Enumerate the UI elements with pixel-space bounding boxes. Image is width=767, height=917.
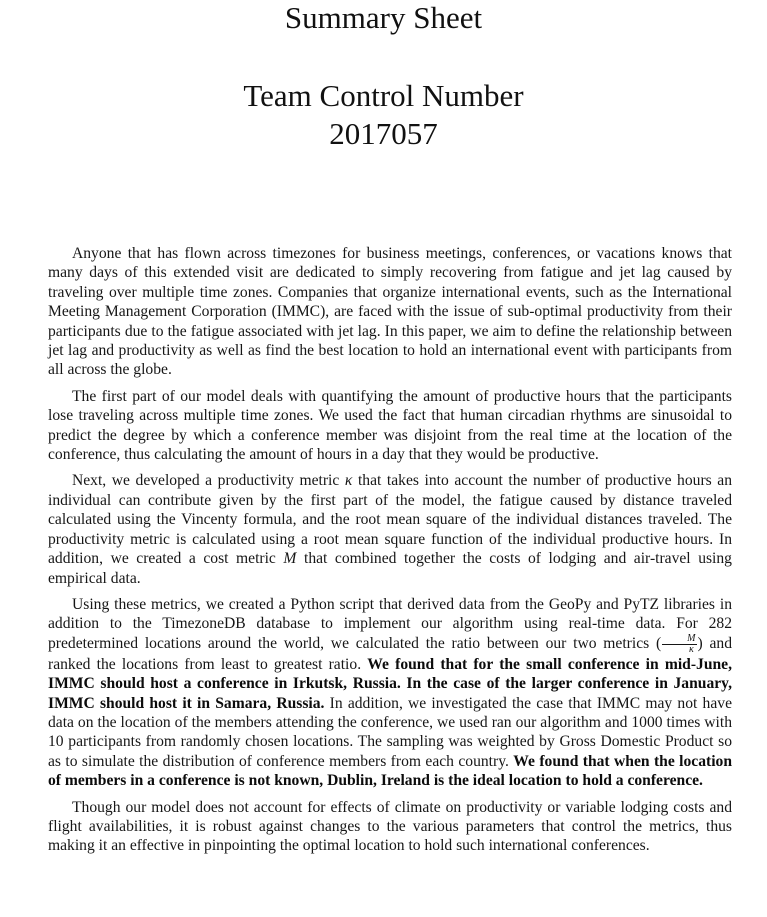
- ratio-close-paren: ): [697, 634, 703, 652]
- text-run: Using these metrics, we created a Python script that derived data from the GeoPy and PyTZ libraries in addition to the TimezoneDB database to implement our algorithm using real-time data. For 282 predetermined locations around the world, we calculated the ratio between our two metrics: [48, 595, 732, 652]
- ratio-open-paren: (: [655, 634, 662, 652]
- team-control-number: 2017057: [329, 116, 438, 151]
- fraction-denominator: κ: [688, 643, 694, 655]
- paragraph-model-part-one: The first part of our model deals with quantifying the amount of productive hours that the participants lose traveling across multiple time zones. We used the fact that human circadian rhythms are sinusoidal to predict the degree by which a conference member was disjoint from the real time at the location of the conference, thus calculating the amount of hours in a day that they would be productive.: [48, 387, 732, 464]
- cost-metric-symbol: M: [283, 550, 297, 568]
- text-run: Next, we developed a productivity metric: [72, 472, 345, 490]
- summary-body: [48, 244, 732, 863]
- fraction-numerator: M: [662, 634, 696, 645]
- kappa-symbol: κ: [344, 472, 353, 490]
- key-finding-dublin: We found that when the location of members in a conference is not known, Dublin, Ireland is the ideal location to hold a conference.: [48, 752, 732, 790]
- text-run: In addition, we investigated the case that IMMC may not have data on the location of the members attending the conference, we used ran our algorithm and 1000 times with 10 participants from randomly chosen locations. The sampling was weighted by Gross Domestic Product so as to simulate the distribution of conference members from each country.: [48, 694, 732, 770]
- summary-sheet-title: Summary Sheet: [284, 0, 483, 35]
- paragraph-productivity-metric: [48, 471, 732, 587]
- text-run: that combined together the costs of lodging and air-travel using empirical data.: [48, 550, 732, 587]
- paragraph-introduction: Anyone that has flown across timezones for business meetings, conferences, or vacations knows that many days of this extended visit are dedicated to simply recovering from fatigue and jet lag caused by traveling over multiple time zones. Companies that organize international events, such as the International Meeting Management Corporation (IMMC), are faced with the issue of sub-optimal productivity from their participants due to the fatigue associated with jet lag. In this paper, we aim to define the relationship between jet lag and productivity as well as find the best location to hold an international event with participants from all across the globe.: [48, 245, 732, 379]
- team-control-label: Team Control Number: [243, 78, 524, 113]
- key-finding-locations: We found that for the small conference in mid-June, IMMC should host a conference in Irkutsk, Russia. In the case of the larger conference in January, IMMC should host it in Samara, Russia.: [48, 655, 732, 712]
- paragraph-conclusion: Though our model does not account for effects of climate on productivity or variable lodging costs and flight availabilities, it is robust against changes to the various parameters that control the metrics, thus making it an effective in pinpointing the optimal location to hold such international conferences.: [48, 798, 732, 855]
- text-run: that takes into account the number of productive hours an individual can contribute given by the first part of the model, the fatigue caused by distance traveled calculated using the Vincenty formula, and the root mean square of the individual distances traveled. The productivity metric is calculated using a root mean square function of the individual productive hours. In addition, we created a cost metric: [48, 472, 733, 568]
- paragraph-results: [48, 595, 732, 791]
- text-run: and ranked the locations from least to greatest ratio.: [48, 634, 732, 673]
- ratio-fraction: [662, 634, 696, 655]
